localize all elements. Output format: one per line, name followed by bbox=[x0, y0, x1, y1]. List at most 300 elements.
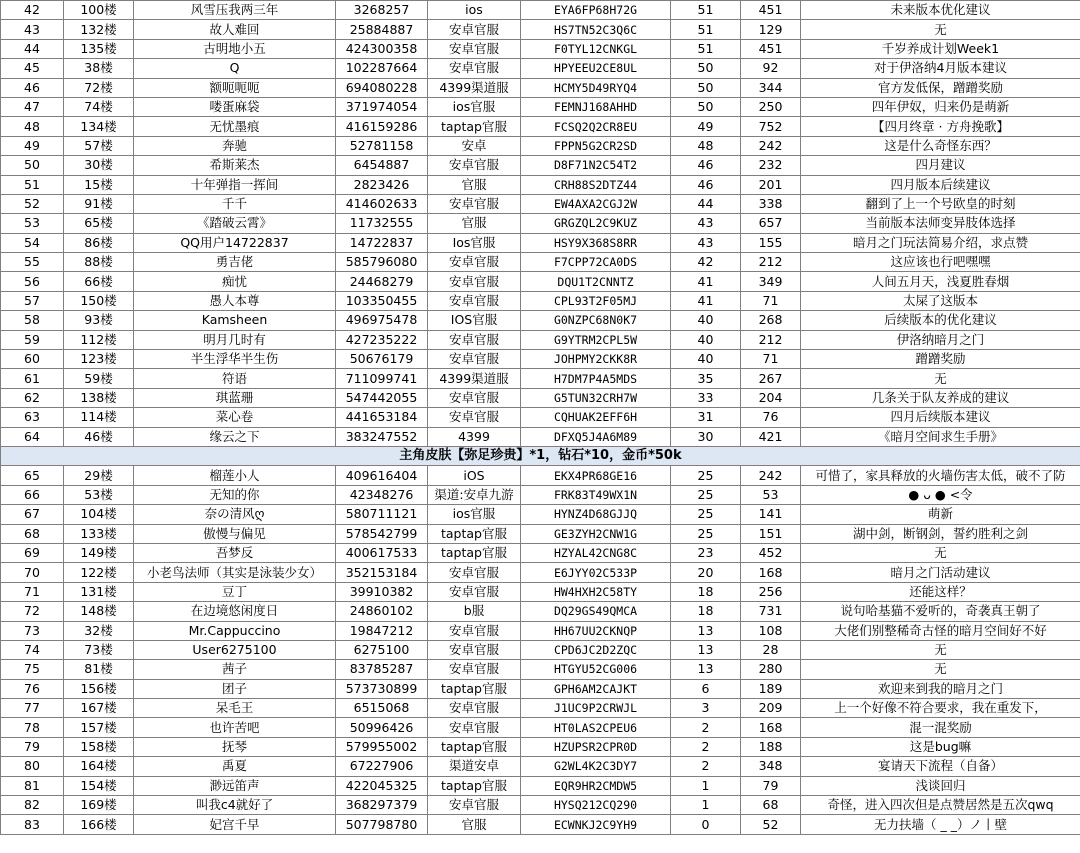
uid-cell: 39910382 bbox=[336, 582, 428, 601]
word-count-cell: 242 bbox=[741, 136, 801, 155]
word-count-cell: 232 bbox=[741, 156, 801, 175]
rank-cell: 73 bbox=[1, 621, 64, 640]
table-row bbox=[1, 136, 1080, 155]
table-row bbox=[1, 563, 1080, 582]
username-cell: 奔驰 bbox=[134, 136, 336, 155]
server-cell: ios官服 bbox=[428, 97, 521, 116]
title-cell: 太屎了这版本 bbox=[801, 291, 1080, 310]
floor-cell: 112楼 bbox=[64, 330, 134, 349]
word-count-cell: 129 bbox=[741, 20, 801, 39]
floor-cell: 148楼 bbox=[64, 602, 134, 621]
table-row bbox=[1, 291, 1080, 310]
table-row bbox=[1, 253, 1080, 272]
username-cell: 吾梦反 bbox=[134, 543, 336, 562]
server-cell: iOS bbox=[428, 466, 521, 485]
rank-cell: 61 bbox=[1, 369, 64, 388]
code-cell: FRK83T49WX1N bbox=[521, 485, 671, 504]
rank-cell: 45 bbox=[1, 59, 64, 78]
title-cell: 宴请天下流程（自备） bbox=[801, 757, 1080, 776]
server-cell: 安卓官服 bbox=[428, 272, 521, 291]
likes-cell: 25 bbox=[671, 505, 741, 524]
title-cell: 《暗月空间求生手册》 bbox=[801, 427, 1080, 446]
uid-cell: 578542799 bbox=[336, 524, 428, 543]
uid-cell: 352153184 bbox=[336, 563, 428, 582]
table-row bbox=[1, 272, 1080, 291]
rank-cell: 78 bbox=[1, 718, 64, 737]
word-count-cell: 68 bbox=[741, 796, 801, 815]
likes-cell: 43 bbox=[671, 233, 741, 252]
floor-cell: 135楼 bbox=[64, 39, 134, 58]
rank-cell: 50 bbox=[1, 156, 64, 175]
floor-cell: 138楼 bbox=[64, 388, 134, 407]
table-row bbox=[1, 815, 1080, 834]
rank-cell: 68 bbox=[1, 524, 64, 543]
word-count-cell: 451 bbox=[741, 39, 801, 58]
server-cell: 安卓官服 bbox=[428, 660, 521, 679]
code-cell: E6JYY02C533P bbox=[521, 563, 671, 582]
table-row bbox=[1, 582, 1080, 601]
uid-cell: 580711121 bbox=[336, 505, 428, 524]
username-cell: 半生浮华半生伤 bbox=[134, 350, 336, 369]
title-cell: 几条关于队友养成的建议 bbox=[801, 388, 1080, 407]
uid-cell: 103350455 bbox=[336, 291, 428, 310]
code-cell: GPH6AM2CAJKT bbox=[521, 679, 671, 698]
likes-cell: 50 bbox=[671, 59, 741, 78]
word-count-cell: 168 bbox=[741, 718, 801, 737]
table-row bbox=[1, 485, 1080, 504]
code-cell: H7DM7P4A5MDS bbox=[521, 369, 671, 388]
likes-cell: 51 bbox=[671, 1, 741, 20]
server-cell: 安卓官服 bbox=[428, 621, 521, 640]
rank-cell: 79 bbox=[1, 737, 64, 756]
floor-cell: 73楼 bbox=[64, 640, 134, 659]
title-cell: 这是bug嘛 bbox=[801, 737, 1080, 756]
username-cell: 在边境悠闲度日 bbox=[134, 602, 336, 621]
rank-cell: 55 bbox=[1, 253, 64, 272]
likes-cell: 35 bbox=[671, 369, 741, 388]
title-cell: 四年伊奴，归来仍是萌新 bbox=[801, 97, 1080, 116]
title-cell: 说句哈基猫不爱听的，奇袭真王朝了 bbox=[801, 602, 1080, 621]
rank-cell: 59 bbox=[1, 330, 64, 349]
table-row bbox=[1, 175, 1080, 194]
title-cell: 四月后续版本建议 bbox=[801, 408, 1080, 427]
word-count-cell: 212 bbox=[741, 330, 801, 349]
server-cell: 官服 bbox=[428, 175, 521, 194]
title-cell: 千岁养成计划Week1 bbox=[801, 39, 1080, 58]
code-cell: EQR9HR2CMDW5 bbox=[521, 776, 671, 795]
likes-cell: 18 bbox=[671, 602, 741, 621]
word-count-cell: 338 bbox=[741, 194, 801, 213]
title-cell: 【四月终章 · 方舟挽歌】 bbox=[801, 117, 1080, 136]
rank-cell: 66 bbox=[1, 485, 64, 504]
likes-cell: 20 bbox=[671, 563, 741, 582]
floor-cell: 93楼 bbox=[64, 311, 134, 330]
title-cell: 人间五月天，浅夏胜春烟 bbox=[801, 272, 1080, 291]
uid-cell: 42348276 bbox=[336, 485, 428, 504]
uid-cell: 3268257 bbox=[336, 1, 428, 20]
username-cell: 团子 bbox=[134, 679, 336, 698]
uid-cell: 2823426 bbox=[336, 175, 428, 194]
title-cell: 无 bbox=[801, 543, 1080, 562]
word-count-cell: 108 bbox=[741, 621, 801, 640]
uid-cell: 24468279 bbox=[336, 272, 428, 291]
rank-cell: 71 bbox=[1, 582, 64, 601]
uid-cell: 50676179 bbox=[336, 350, 428, 369]
username-cell: 痴忧 bbox=[134, 272, 336, 291]
uid-cell: 496975478 bbox=[336, 311, 428, 330]
code-cell: D8F71N2C54T2 bbox=[521, 156, 671, 175]
code-cell: DQU1T2CNNTZ bbox=[521, 272, 671, 291]
floor-cell: 91楼 bbox=[64, 194, 134, 213]
rank-cell: 47 bbox=[1, 97, 64, 116]
floor-cell: 150楼 bbox=[64, 291, 134, 310]
table-row bbox=[1, 796, 1080, 815]
word-count-cell: 71 bbox=[741, 291, 801, 310]
title-cell: 翻到了上一个号欧皇的时刻 bbox=[801, 194, 1080, 213]
username-cell: 《踏破云霄》 bbox=[134, 214, 336, 233]
table-row bbox=[1, 388, 1080, 407]
title-cell: 混一混奖励 bbox=[801, 718, 1080, 737]
likes-cell: 23 bbox=[671, 543, 741, 562]
rank-cell: 48 bbox=[1, 117, 64, 136]
title-cell: 四月建议 bbox=[801, 156, 1080, 175]
uid-cell: 11732555 bbox=[336, 214, 428, 233]
table-row bbox=[1, 621, 1080, 640]
word-count-cell: 657 bbox=[741, 214, 801, 233]
server-cell: 安卓官服 bbox=[428, 718, 521, 737]
rank-cell: 63 bbox=[1, 408, 64, 427]
floor-cell: 59楼 bbox=[64, 369, 134, 388]
code-cell: HTGYU52CG006 bbox=[521, 660, 671, 679]
uid-cell: 579955002 bbox=[336, 737, 428, 756]
server-cell: 4399 bbox=[428, 427, 521, 446]
title-cell: 还能这样？ bbox=[801, 582, 1080, 601]
uid-cell: 50996426 bbox=[336, 718, 428, 737]
rank-cell: 67 bbox=[1, 505, 64, 524]
table-row bbox=[1, 78, 1080, 97]
word-count-cell: 212 bbox=[741, 253, 801, 272]
username-cell: QQ用户14722837 bbox=[134, 233, 336, 252]
table-row bbox=[1, 505, 1080, 524]
code-cell: HYNZ4D68GJJQ bbox=[521, 505, 671, 524]
code-cell: HZYAL42CNG8C bbox=[521, 543, 671, 562]
floor-cell: 15楼 bbox=[64, 175, 134, 194]
code-cell: HW4HXH2C58TY bbox=[521, 582, 671, 601]
likes-cell: 30 bbox=[671, 427, 741, 446]
uid-cell: 67227906 bbox=[336, 757, 428, 776]
server-cell: 安卓官服 bbox=[428, 253, 521, 272]
title-cell: 无 bbox=[801, 640, 1080, 659]
floor-cell: 123楼 bbox=[64, 350, 134, 369]
rank-cell: 57 bbox=[1, 291, 64, 310]
likes-cell: 43 bbox=[671, 214, 741, 233]
table-row bbox=[1, 718, 1080, 737]
rank-cell: 65 bbox=[1, 466, 64, 485]
table-row bbox=[1, 39, 1080, 58]
uid-cell: 400617533 bbox=[336, 543, 428, 562]
title-cell: 暗月之门活动建议 bbox=[801, 563, 1080, 582]
floor-cell: 157楼 bbox=[64, 718, 134, 737]
likes-cell: 46 bbox=[671, 175, 741, 194]
username-cell: 明月几时有 bbox=[134, 330, 336, 349]
word-count-cell: 52 bbox=[741, 815, 801, 834]
likes-cell: 25 bbox=[671, 524, 741, 543]
server-cell: IOS官服 bbox=[428, 311, 521, 330]
server-cell: b服 bbox=[428, 602, 521, 621]
uid-cell: 52781158 bbox=[336, 136, 428, 155]
uid-cell: 711099741 bbox=[336, 369, 428, 388]
word-count-cell: 256 bbox=[741, 582, 801, 601]
floor-cell: 29楼 bbox=[64, 466, 134, 485]
table-row bbox=[1, 757, 1080, 776]
server-cell: 安卓官服 bbox=[428, 582, 521, 601]
floor-cell: 122楼 bbox=[64, 563, 134, 582]
rank-cell: 60 bbox=[1, 350, 64, 369]
floor-cell: 164楼 bbox=[64, 757, 134, 776]
rank-cell: 69 bbox=[1, 543, 64, 562]
uid-cell: 547442055 bbox=[336, 388, 428, 407]
code-cell: EYA6FP68H72G bbox=[521, 1, 671, 20]
rank-cell: 83 bbox=[1, 815, 64, 834]
code-cell: FEMNJ168AHHD bbox=[521, 97, 671, 116]
uid-cell: 102287664 bbox=[336, 59, 428, 78]
username-cell: 故人难回 bbox=[134, 20, 336, 39]
uid-cell: 368297379 bbox=[336, 796, 428, 815]
table-row bbox=[1, 97, 1080, 116]
likes-cell: 25 bbox=[671, 466, 741, 485]
code-cell: GE3ZYH2CNW1G bbox=[521, 524, 671, 543]
word-count-cell: 348 bbox=[741, 757, 801, 776]
rank-cell: 44 bbox=[1, 39, 64, 58]
server-cell: 安卓官服 bbox=[428, 291, 521, 310]
code-cell: HPYEEU2CE8UL bbox=[521, 59, 671, 78]
likes-cell: 41 bbox=[671, 291, 741, 310]
server-cell: 安卓官服 bbox=[428, 408, 521, 427]
word-count-cell: 168 bbox=[741, 563, 801, 582]
table-body-banner bbox=[1, 446, 1080, 465]
title-cell: 伊洛纳暗月之门 bbox=[801, 330, 1080, 349]
word-count-cell: 188 bbox=[741, 737, 801, 756]
floor-cell: 30楼 bbox=[64, 156, 134, 175]
table-row bbox=[1, 311, 1080, 330]
word-count-cell: 268 bbox=[741, 311, 801, 330]
uid-cell: 507798780 bbox=[336, 815, 428, 834]
code-cell: DFXQ5J4A6M89 bbox=[521, 427, 671, 446]
title-cell: 当前版本法师变异肢体选择 bbox=[801, 214, 1080, 233]
server-cell: 安卓官服 bbox=[428, 194, 521, 213]
username-cell: 叫我c4就好了 bbox=[134, 796, 336, 815]
title-cell: 奇怪，进入四次但是点赞居然是五次qwq bbox=[801, 796, 1080, 815]
reward-banner: 主角皮肤【弥足珍贵】*1，钻石*10，金币*50k bbox=[1, 446, 1080, 465]
floor-cell: 154楼 bbox=[64, 776, 134, 795]
rank-cell: 54 bbox=[1, 233, 64, 252]
code-cell: HYSQ212CQ290 bbox=[521, 796, 671, 815]
title-cell: 四月版本后续建议 bbox=[801, 175, 1080, 194]
code-cell: CRH88S2DTZ44 bbox=[521, 175, 671, 194]
floor-cell: 156楼 bbox=[64, 679, 134, 698]
username-cell: 琪蓝珊 bbox=[134, 388, 336, 407]
server-cell: 4399渠道服 bbox=[428, 369, 521, 388]
rank-cell: 49 bbox=[1, 136, 64, 155]
likes-cell: 51 bbox=[671, 39, 741, 58]
username-cell: 抚琴 bbox=[134, 737, 336, 756]
server-cell: 官服 bbox=[428, 214, 521, 233]
uid-cell: 585796080 bbox=[336, 253, 428, 272]
floor-cell: 81楼 bbox=[64, 660, 134, 679]
uid-cell: 427235222 bbox=[336, 330, 428, 349]
word-count-cell: 349 bbox=[741, 272, 801, 291]
server-cell: taptap官服 bbox=[428, 543, 521, 562]
floor-cell: 158楼 bbox=[64, 737, 134, 756]
likes-cell: 50 bbox=[671, 78, 741, 97]
table-row bbox=[1, 466, 1080, 485]
code-cell: DQ29GS49QMCA bbox=[521, 602, 671, 621]
username-cell: 希斯莱杰 bbox=[134, 156, 336, 175]
table-row bbox=[1, 660, 1080, 679]
word-count-cell: 28 bbox=[741, 640, 801, 659]
uid-cell: 441653184 bbox=[336, 408, 428, 427]
rank-cell: 46 bbox=[1, 78, 64, 97]
server-cell: 安卓官服 bbox=[428, 20, 521, 39]
table-row bbox=[1, 640, 1080, 659]
title-cell: ● ᴗ ● <令 bbox=[801, 485, 1080, 504]
code-cell: JOHPMY2CKK8R bbox=[521, 350, 671, 369]
server-cell: ios bbox=[428, 1, 521, 20]
uid-cell: 416159286 bbox=[336, 117, 428, 136]
title-cell: 这应该也行吧嘿嘿 bbox=[801, 253, 1080, 272]
code-cell: G9YTRM2CPL5W bbox=[521, 330, 671, 349]
rank-cell: 64 bbox=[1, 427, 64, 446]
username-cell: Kamsheen bbox=[134, 311, 336, 330]
table-row bbox=[1, 233, 1080, 252]
floor-cell: 66楼 bbox=[64, 272, 134, 291]
floor-cell: 53楼 bbox=[64, 485, 134, 504]
floor-cell: 133楼 bbox=[64, 524, 134, 543]
username-cell: 禹夏 bbox=[134, 757, 336, 776]
code-cell: HSY9X368S8RR bbox=[521, 233, 671, 252]
likes-cell: 6 bbox=[671, 679, 741, 698]
username-cell: 菜心卷 bbox=[134, 408, 336, 427]
code-cell: G5TUN32CRH7W bbox=[521, 388, 671, 407]
rank-cell: 42 bbox=[1, 1, 64, 20]
likes-cell: 2 bbox=[671, 737, 741, 756]
table-row bbox=[1, 59, 1080, 78]
code-cell: F0TYL12CNKGL bbox=[521, 39, 671, 58]
likes-cell: 3 bbox=[671, 699, 741, 718]
code-cell: G0NZPC68N0K7 bbox=[521, 311, 671, 330]
server-cell: taptap官服 bbox=[428, 524, 521, 543]
likes-cell: 31 bbox=[671, 408, 741, 427]
server-cell: 安卓官服 bbox=[428, 640, 521, 659]
server-cell: 安卓官服 bbox=[428, 39, 521, 58]
server-cell: taptap官服 bbox=[428, 117, 521, 136]
username-cell: 渺远笛声 bbox=[134, 776, 336, 795]
title-cell: 上一个好像不符合要求，我在重发下， bbox=[801, 699, 1080, 718]
server-cell: 安卓官服 bbox=[428, 330, 521, 349]
floor-cell: 88楼 bbox=[64, 253, 134, 272]
rank-cell: 76 bbox=[1, 679, 64, 698]
code-cell: CPD6JC2D2ZQC bbox=[521, 640, 671, 659]
username-cell: 古明地小五 bbox=[134, 39, 336, 58]
server-cell: 官服 bbox=[428, 815, 521, 834]
title-cell: 未来版本优化建议 bbox=[801, 1, 1080, 20]
rank-cell: 62 bbox=[1, 388, 64, 407]
likes-cell: 13 bbox=[671, 660, 741, 679]
username-cell: 奈の清风ღ bbox=[134, 505, 336, 524]
uid-cell: 383247552 bbox=[336, 427, 428, 446]
floor-cell: 32楼 bbox=[64, 621, 134, 640]
likes-cell: 2 bbox=[671, 718, 741, 737]
floor-cell: 131楼 bbox=[64, 582, 134, 601]
title-cell: 萌新 bbox=[801, 505, 1080, 524]
table-row bbox=[1, 543, 1080, 562]
likes-cell: 13 bbox=[671, 640, 741, 659]
word-count-cell: 731 bbox=[741, 602, 801, 621]
server-cell: 渠道安卓 bbox=[428, 757, 521, 776]
rank-cell: 72 bbox=[1, 602, 64, 621]
server-cell: 4399渠道服 bbox=[428, 78, 521, 97]
username-cell: 呆毛王 bbox=[134, 699, 336, 718]
word-count-cell: 209 bbox=[741, 699, 801, 718]
username-cell: 符语 bbox=[134, 369, 336, 388]
username-cell: Q bbox=[134, 59, 336, 78]
server-cell: ios官服 bbox=[428, 505, 521, 524]
code-cell: FCSQ2Q2CR8EU bbox=[521, 117, 671, 136]
username-cell: 缘云之下 bbox=[134, 427, 336, 446]
title-cell: 无 bbox=[801, 660, 1080, 679]
likes-cell: 33 bbox=[671, 388, 741, 407]
likes-cell: 40 bbox=[671, 330, 741, 349]
word-count-cell: 280 bbox=[741, 660, 801, 679]
rank-cell: 81 bbox=[1, 776, 64, 795]
rank-cell: 52 bbox=[1, 194, 64, 213]
table-row bbox=[1, 408, 1080, 427]
word-count-cell: 76 bbox=[741, 408, 801, 427]
server-cell: 安卓 bbox=[428, 136, 521, 155]
rank-cell: 70 bbox=[1, 563, 64, 582]
code-cell: EW4AXA2CGJ2W bbox=[521, 194, 671, 213]
code-cell: ECWNKJ2C9YH9 bbox=[521, 815, 671, 834]
table-row bbox=[1, 524, 1080, 543]
uid-cell: 6275100 bbox=[336, 640, 428, 659]
floor-cell: 132楼 bbox=[64, 20, 134, 39]
table-body-top bbox=[1, 1, 1080, 447]
uid-cell: 409616404 bbox=[336, 466, 428, 485]
word-count-cell: 250 bbox=[741, 97, 801, 116]
floor-cell: 104楼 bbox=[64, 505, 134, 524]
word-count-cell: 452 bbox=[741, 543, 801, 562]
likes-cell: 50 bbox=[671, 97, 741, 116]
table-row bbox=[1, 214, 1080, 233]
word-count-cell: 92 bbox=[741, 59, 801, 78]
title-cell: 这是什么奇怪东西？ bbox=[801, 136, 1080, 155]
likes-cell: 42 bbox=[671, 253, 741, 272]
uid-cell: 6454887 bbox=[336, 156, 428, 175]
floor-cell: 38楼 bbox=[64, 59, 134, 78]
rank-cell: 53 bbox=[1, 214, 64, 233]
username-cell: 无知的你 bbox=[134, 485, 336, 504]
rank-cell: 51 bbox=[1, 175, 64, 194]
code-cell: F7CPP72CA0DS bbox=[521, 253, 671, 272]
word-count-cell: 344 bbox=[741, 78, 801, 97]
code-cell: HH67UU2CKNQP bbox=[521, 621, 671, 640]
table-row bbox=[1, 20, 1080, 39]
title-cell: 浅谈回归 bbox=[801, 776, 1080, 795]
table-row bbox=[1, 1, 1080, 20]
uid-cell: 83785287 bbox=[336, 660, 428, 679]
code-cell: CQHUAK2EFF6H bbox=[521, 408, 671, 427]
word-count-cell: 155 bbox=[741, 233, 801, 252]
